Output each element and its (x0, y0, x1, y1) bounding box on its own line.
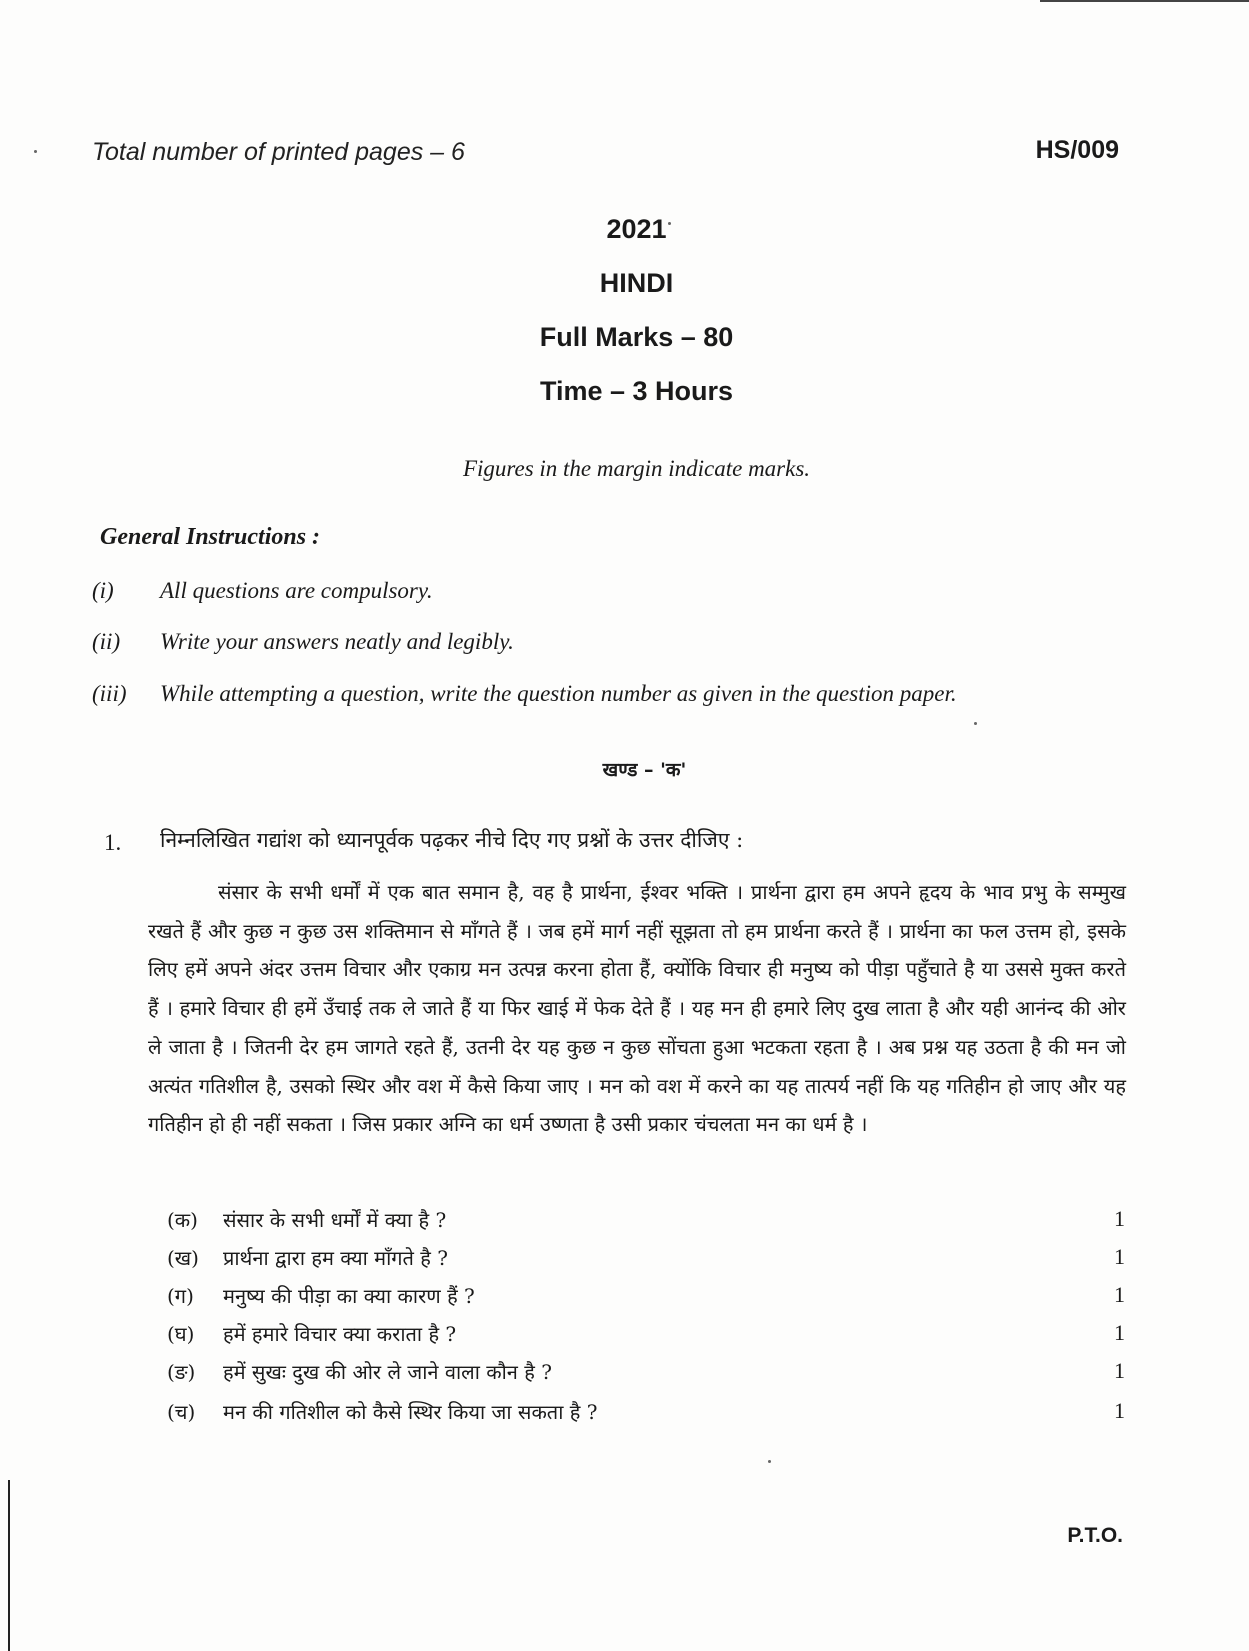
subquestion-marks: 1 (1114, 1282, 1125, 1307)
paper-code: HS/009 (1035, 136, 1119, 164)
instruction-item (92, 578, 433, 604)
subquestion-text: मन की गतिशील को कैसे स्थिर किया जा सकता है ? (223, 1400, 598, 1424)
subquestion-text: हमें सुखः दुख की ओर ले जाने वाला कौन है ? (223, 1360, 552, 1384)
subquestion-label: (च) (167, 1400, 196, 1424)
section-heading: खण्ड – 'क' (602, 759, 687, 781)
subquestion (167, 1358, 1125, 1388)
full-marks: Full Marks – 80 (539, 322, 734, 352)
subquestion-label: (ग) (167, 1284, 194, 1308)
subquestion-text: प्रार्थना द्वारा हम क्या माँगते है ? (223, 1246, 449, 1270)
subquestion (167, 1282, 1125, 1312)
scan-edge-mark (8, 1480, 10, 1651)
printed-pages-count: Total number of printed pages – 6 (92, 138, 465, 166)
instruction-item (92, 681, 957, 707)
time-allowed: Time – 3 Hours (539, 376, 734, 406)
question-prompt: निम्नलिखित गद्यांश को ध्यानपूर्वक पढ़कर नीचे दिए गए प्रश्नों के उत्तर दीजिए : (160, 828, 744, 852)
question-number: 1. (104, 830, 122, 855)
subquestion-label: (ङ) (167, 1360, 196, 1384)
subquestion-label: (घ) (167, 1322, 195, 1346)
instruction-text: Write your answers neatly and legibly. (160, 629, 514, 654)
instruction-text: While attempting a question, write the question number as given in the question paper. (160, 681, 957, 706)
exam-year: 2021 (606, 214, 667, 244)
subquestion-marks: 1 (1114, 1398, 1125, 1423)
instruction-number: (iii) (92, 681, 127, 706)
instruction-number: (i) (92, 578, 114, 603)
subquestion-text: हमें हमारे विचार क्या कराता है ? (223, 1322, 457, 1346)
comprehension-passage: संसार के सभी धर्मों में एक बात समान है, वह है प्रार्थना, ईश्वर भक्ति । प्रार्थना द्वारा हम अपने हृदय के भाव प्रभु के सम्मुख रखते हैं और कुछ न कुछ उस शक्तिमान से माँगते हैं । जब हमें मार्ग नहीं सूझता तो हम प्रार्थना करते हैं । प्रार्थना का फल उत्तम हो, इसके लिए हमें अपने अंदर उत्तम विचार और एकाग्र मन उत्पन्न करना होता हैं, क्योंकि विचार ही मनुष्य को पीड़ा पहुँचाते है या उससे मुक्त करते हैं । हमारे विचार ही हमें उँचाई तक ले जाते हैं या फिर खाई में फेक देते हैं । यह मन ही हमारे लिए दुख लाता है और यही आनंन्द की ओर ले जाता है । जितनी देर हम जागते रहते हैं, उतनी देर यह कुछ न कुछ सोंचता हुआ भटकता रहता है । अब प्रश्न यह उठता है की मन जो अत्यंत गतिशील है, उसको स्थिर और वश में कैसे किया जाए । मन को वश में करने का यह तात्पर्य नहीं कि यह गतिहीन हो जाए और यह गतिहीन हो ही नहीं सकता । जिस प्रकार अग्नि का धर्म उष्णता है उसी प्रकार चंचलता मन का धर्म है । (148, 880, 1126, 1137)
subquestion (167, 1206, 1125, 1236)
subquestion-text: संसार के सभी धर्मों में क्या है ? (223, 1208, 447, 1232)
subquestion-marks: 1 (1114, 1320, 1125, 1345)
subquestion-label: (क) (167, 1208, 198, 1232)
please-turn-over: P.T.O. (1067, 1524, 1123, 1547)
subquestion (167, 1398, 1125, 1428)
scan-speck (974, 722, 977, 725)
scan-speck (768, 1460, 771, 1463)
subquestion-label: (ख) (167, 1246, 199, 1270)
instructions-heading: General Instructions : (100, 524, 321, 550)
subquestion (167, 1320, 1125, 1350)
subquestion-marks: 1 (1114, 1358, 1125, 1383)
scan-edge-line (1040, 0, 1249, 2)
scan-speck (34, 150, 37, 153)
subject-title: HINDI (599, 268, 674, 298)
instruction-item (92, 629, 514, 655)
subquestion-text: मनुष्य की पीड़ा का क्या कारण हैं ? (223, 1284, 475, 1308)
instruction-number: (ii) (92, 629, 121, 654)
subquestion-marks: 1 (1114, 1206, 1125, 1231)
margin-note: Figures in the margin indicate marks. (462, 456, 811, 481)
subquestion (167, 1244, 1125, 1274)
subquestion-marks: 1 (1114, 1244, 1125, 1269)
instruction-text: All questions are compulsory. (160, 578, 433, 603)
